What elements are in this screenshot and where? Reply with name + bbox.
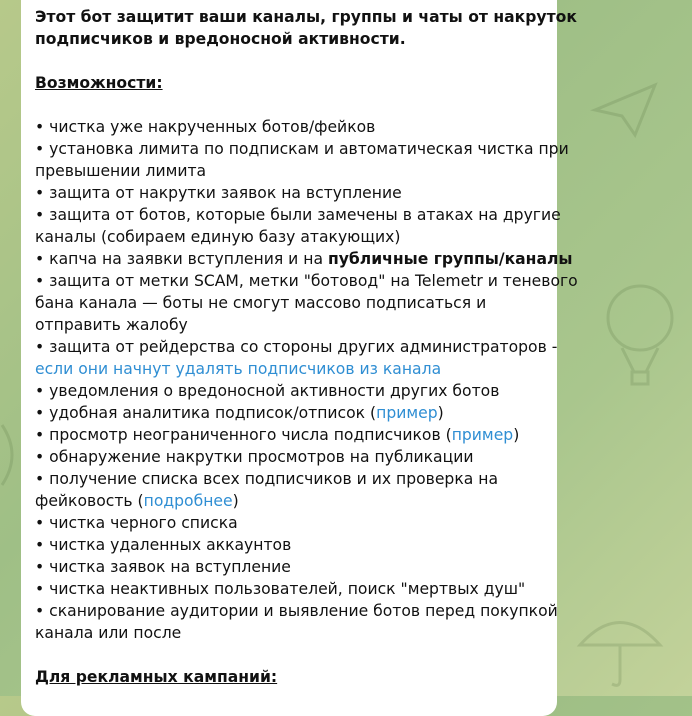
analytics-example-link[interactable]: пример <box>376 404 438 422</box>
feature-item-cont: превышении лимита <box>35 162 207 180</box>
feature-item: • чистка черного списка <box>35 514 238 532</box>
background-doodle-balloon-icon <box>600 280 680 390</box>
background-doodle-umbrella-icon <box>575 600 665 690</box>
feature-item-cont <box>35 490 557 512</box>
features-heading: Возможности: <box>35 74 163 92</box>
feature-item: • получение списка всех подписчиков и их проверка на <box>35 470 499 488</box>
background-doodle-paper-plane-icon <box>590 80 660 140</box>
feature-item: • уведомления о вредоносной активности других ботов <box>35 382 500 400</box>
feature-item: • защита от рейдерства со стороны других администраторов - <box>35 338 558 356</box>
feature-item: • чистка удаленных аккаунтов <box>35 536 292 554</box>
feature-text-end: ) <box>513 426 520 444</box>
ads-heading: Для рекламных кампаний: <box>35 668 278 686</box>
feature-item: • установка лимита по подпискам и автоматическая чистка при <box>35 140 569 158</box>
feature-item <box>35 402 557 424</box>
details-link[interactable]: подробнее <box>143 492 233 510</box>
intro-line-1: Этот бот защитит ваши каналы, группы и чаты от накруток <box>35 8 577 26</box>
feature-item: • обнаружение накрутки просмотров на публикации <box>35 448 474 466</box>
message-bubble <box>21 0 578 716</box>
feature-item <box>35 248 573 270</box>
feature-item: • чистка заявок на вступление <box>35 558 291 576</box>
intro-line-2: подписчиков и вредоносной активности. <box>35 30 406 48</box>
feature-text-end: ) <box>232 492 239 510</box>
feature-text: фейковость ( <box>35 492 144 510</box>
feature-text: • просмотр неограниченного числа подписчиков ( <box>35 426 452 444</box>
feature-bold-text: публичные группы/каналы <box>327 250 573 268</box>
feature-item: • защита от метки SCAM, метки "ботовод" на Telemetr и теневого <box>35 272 578 290</box>
feature-item: • сканирование аудитории и выявление ботов перед покупкой <box>35 602 558 620</box>
feature-item-cont: каналы (собираем единую базу атакующих) <box>35 228 401 246</box>
feature-item-cont: бана канала — боты не смогут массово подписаться и <box>35 294 487 312</box>
feature-item-cont: отправить жалобу <box>35 316 188 334</box>
feature-text: • капча на заявки вступления и на <box>35 250 328 268</box>
feature-item: • чистка неактивных пользователей, поиск "мертвых душ" <box>35 580 526 598</box>
feature-text-end: ) <box>437 404 444 422</box>
raiding-link[interactable]: если они начнут удалять подписчиков из канала <box>35 360 442 378</box>
feature-item: • чистка уже накрученных ботов/фейков <box>35 118 376 136</box>
feature-item: • защита от ботов, которые были замечены в атаках на другие <box>35 206 561 224</box>
feature-text: • удобная аналитика подписок/отписок ( <box>35 404 377 422</box>
feature-item <box>35 424 557 446</box>
subscribers-example-link[interactable]: пример <box>451 426 514 444</box>
feature-item: • защита от накрутки заявок на вступление <box>35 184 402 202</box>
feature-item-cont: канала или после <box>35 624 182 642</box>
